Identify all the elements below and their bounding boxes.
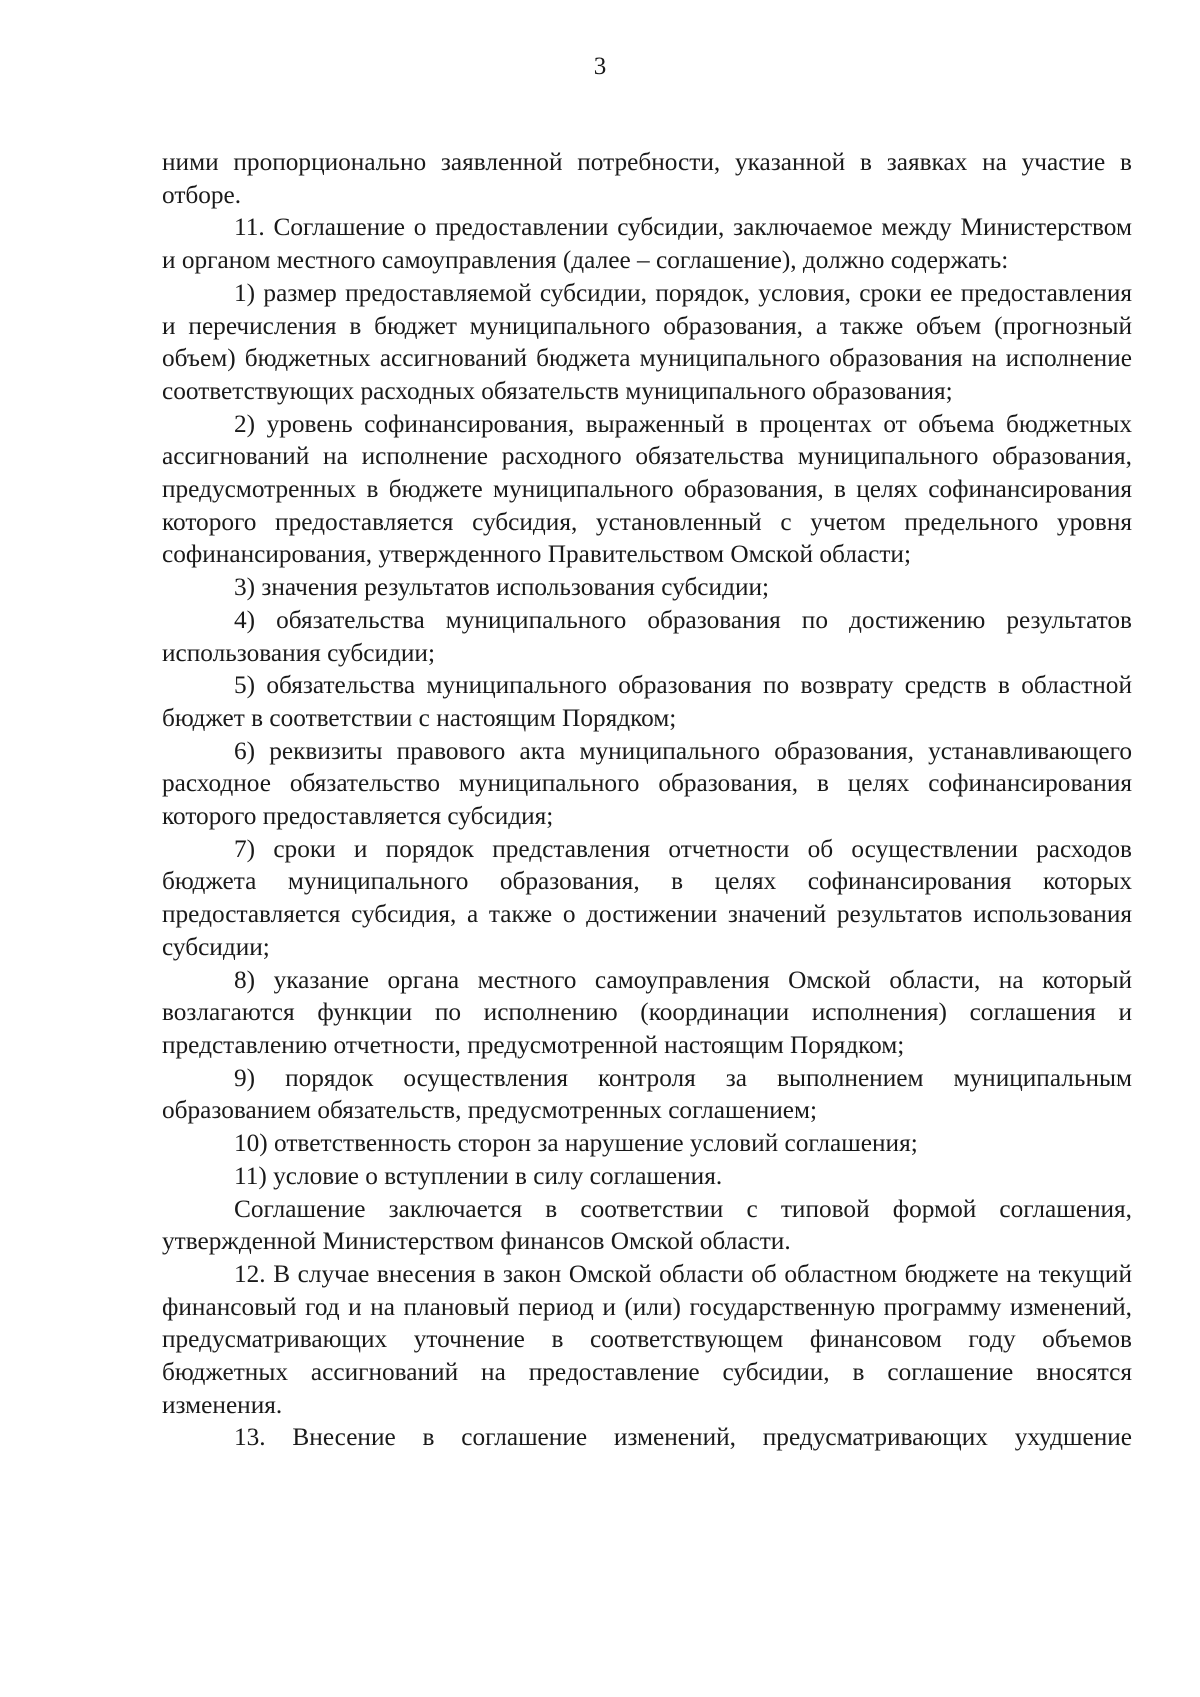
paragraph-standard-form: Соглашение заключается в соответствии с типовой формой соглашения, утвержденной Министерством финансов Омской области. <box>162 1194 1132 1256</box>
paragraph-clause-13: 13. Внесение в соглашение изменений, предусматривающих ухудшение <box>234 1423 1132 1452</box>
list-item-9: 9) порядок осуществления контроля за выполнением муниципальным образованием обязательств, предусмотренных соглашением; <box>162 1063 1132 1125</box>
list-item-7: 7) сроки и порядок представления отчетности об осуществлении расходов бюджета муниципального образования, в целях софинансирования которых предоставляется субсидия, а также о достижении значений результатов использования субсидии; <box>162 834 1132 961</box>
list-item-3: 3) значения результатов использования субсидии; <box>234 573 770 602</box>
list-item-11: 11) условие о вступлении в силу соглашения. <box>234 1161 723 1190</box>
list-item-8: 8) указание органа местного самоуправления Омской области, на который возлагаются функции по исполнению (координации исполнения) соглашения и представлению отчетности, предусмотренной настоящим Порядком; <box>162 965 1132 1059</box>
list-item-5: 5) обязательства муниципального образования по возврату средств в областной бюджет в соответствии с настоящим Порядком; <box>162 671 1132 732</box>
paragraph-clause-11: 11. Соглашение о предоставлении субсидии, заключаемое между Министерством и органом местного самоуправления (далее – соглашение), должно содержать: <box>162 213 1132 275</box>
paragraph-clause-12: 12. В случае внесения в закон Омской области об областном бюджете на текущий финансовый год и на плановый период и (или) государственную программу изменений, предусматривающих уточнение в соответствующем финансовом году объемов бюджетных ассигнований на предоставление субсидии, в соглашение вносятся изменения. <box>162 1259 1132 1419</box>
list-item-6: 6) реквизиты правового акта муниципального образования, устанавливающего расходное обязательство муниципального образования, в целях софинансирования которого предоставляется субсидия; <box>162 736 1132 831</box>
list-item-10: 10) ответственность сторон за нарушение условий соглашения; <box>234 1129 918 1158</box>
list-item-2: 2) уровень софинансирования, выраженный в процентах от объема бюджетных ассигнований на исполнение расходного обязательства муниципального образования, предусмотренных в бюджете муниципального образования, в целях софинансирования которого предоставляется субсидия, установленный с учетом предельного уровня софинансирования, утвержденного Правительством Омской области; <box>162 409 1132 569</box>
paragraph-continuation: ними пропорционально заявленной потребности, указанной в заявках на участие в отборе. <box>162 148 1132 209</box>
list-item-1: 1) размер предоставляемой субсидии, порядок, условия, сроки ее предоставления и перечисления в бюджет муниципального образования, а также объем (прогнозный объем) бюджетных ассигнований бюджета муниципального образования на исполнение соответствующих расходных обязательств муниципального образования; <box>162 278 1132 405</box>
document-body <box>162 146 1132 1454</box>
list-item-4: 4) обязательства муниципального образования по достижению результатов использования субсидии; <box>162 605 1132 667</box>
page-number: 3 <box>593 53 607 80</box>
